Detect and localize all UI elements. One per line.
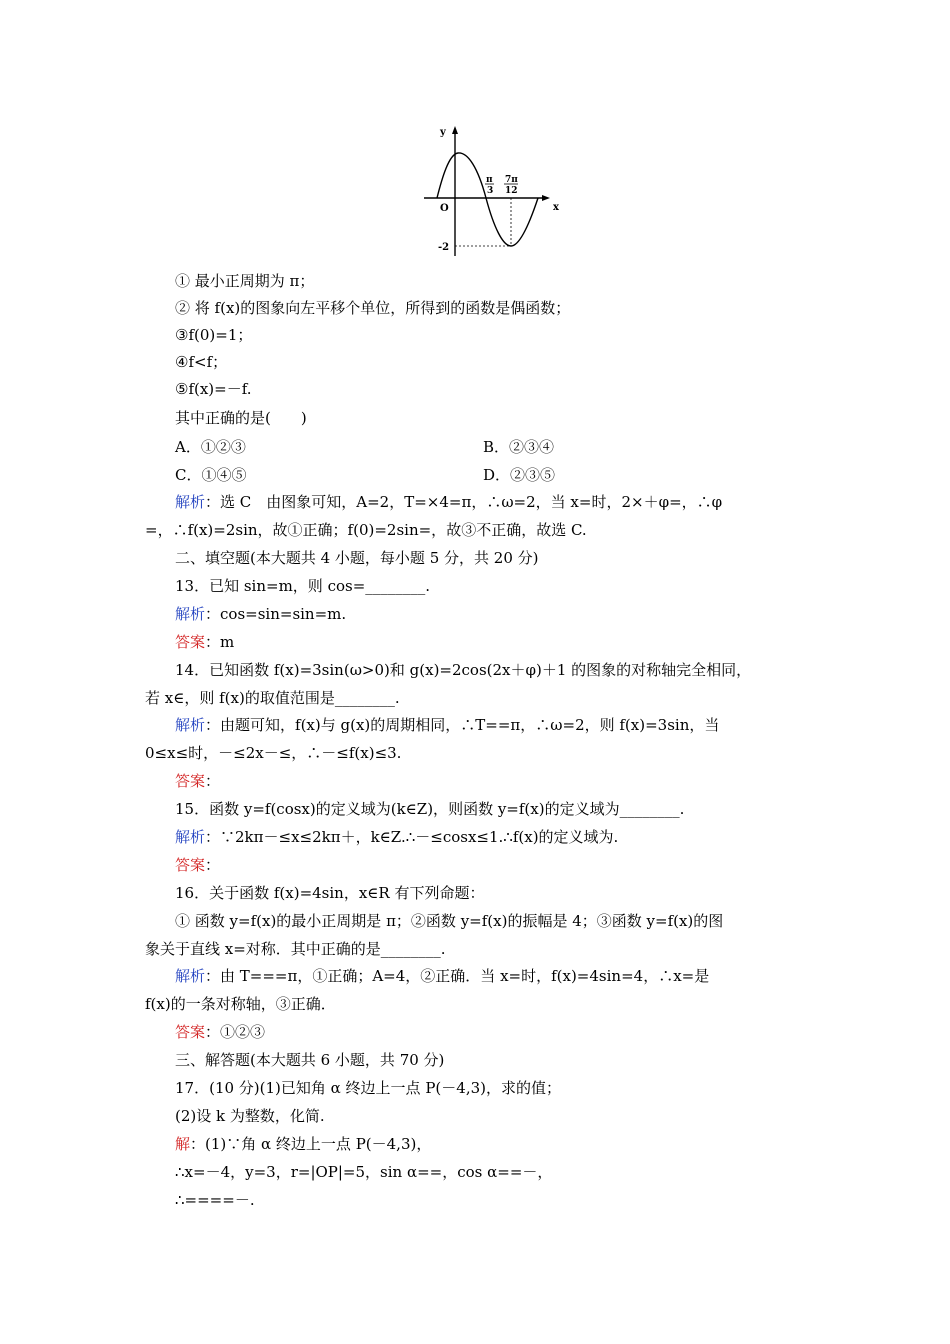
origin-label: O — [440, 203, 449, 214]
answer-label: 答案 — [175, 772, 206, 790]
text-run: ：①②③ — [205, 1023, 266, 1041]
text-line — [175, 379, 252, 399]
text-run: ① 最小正周期为 π； — [175, 272, 315, 290]
text-line — [175, 1134, 431, 1154]
text-run: 16．关于函数 f(x)=4sin，x∈R 有下列命题： — [175, 884, 485, 902]
text-line — [145, 688, 400, 708]
text-line — [175, 1050, 444, 1070]
text-line — [175, 408, 307, 428]
text-line — [175, 1162, 552, 1182]
text-line — [175, 1022, 265, 1042]
text-line — [175, 715, 719, 735]
choice-option: C．①④⑤ — [175, 466, 247, 484]
text-run: (2)设 k 为整数，化简. — [175, 1107, 325, 1125]
y-axis-label: y — [440, 127, 446, 138]
text-line — [175, 298, 570, 318]
sine-graph — [0, 0, 950, 270]
text-line — [145, 994, 336, 1014]
text-line — [175, 1078, 561, 1098]
text-line — [145, 939, 446, 959]
text-line — [175, 492, 722, 512]
tick-7pi-over-12-num: 7π — [505, 175, 518, 185]
analysis-label: 解析 — [175, 967, 206, 985]
text-line — [175, 548, 539, 568]
x-axis-arrow-icon — [542, 195, 550, 201]
text-line — [175, 855, 220, 875]
sine-curve — [437, 153, 538, 246]
text-run: ：选 C 由图象可知，A=2，T=×4=π，∴ω=2，当 x=时，2×＋φ=，∴φ — [205, 493, 723, 511]
tick-pi-over-3-den: 3 — [487, 186, 494, 196]
text-run: ∴x=－4，y=3，r=|OP|=5，sin α==，cos α==－， — [175, 1163, 553, 1181]
text-run: 14．已知函数 f(x)=3sin(ω>0)和 g(x)=2cos(2x＋φ)＋1 的图象的对称轴完全相同， — [175, 661, 752, 679]
text-run: 象关于直线 x=对称．其中正确的是________. — [145, 940, 446, 958]
text-run: ：cos=sin=sin=m. — [205, 605, 347, 623]
choice-option: A．①②③ — [175, 438, 246, 456]
text-line — [175, 271, 314, 291]
analysis-label: 解析 — [175, 716, 206, 734]
text-run: ：由 T===π，①正确；A=4，②正确．当 x=时，f(x)=4sin=4，∴x=是 — [205, 967, 710, 985]
text-run: 13．已知 sin=m，则 cos=________. — [175, 577, 431, 595]
x-axis-label: x — [553, 202, 559, 213]
answer-label: 解 — [175, 1135, 191, 1153]
choice-option: D．②③⑤ — [483, 466, 556, 484]
text-line — [145, 520, 587, 540]
text-run: ：∵2kπ－≤x≤2kπ＋，k∈Z.∴－≤cosx≤1.∴f(x)的定义域为. — [205, 828, 619, 846]
text-run: ⑤f(x)=－f. — [175, 380, 252, 398]
text-run: ∴====－. — [175, 1191, 255, 1209]
text-line — [175, 883, 484, 903]
y-axis-arrow-icon — [452, 126, 458, 134]
text-run: ：由题可知，f(x)与 g(x)的周期相同，∴T==π，∴ω=2，则 f(x)=3sin，当 — [205, 716, 720, 734]
text-run: 二、填空题(本大题共 4 小题，每小题 5 分，共 20 分) — [175, 549, 539, 567]
text-line — [175, 325, 252, 345]
text-line — [175, 1190, 255, 1210]
choice-option: B．②③④ — [483, 438, 555, 456]
text-run: 其中正确的是( ) — [175, 409, 307, 427]
text-line — [175, 911, 723, 931]
text-run: 若 x∈，则 f(x)的取值范围是________. — [145, 689, 400, 707]
text-run: =，∴f(x)=2sin，故①正确；f(0)=2sin=，故③不正确，故选 C. — [145, 521, 587, 539]
tick-pi-over-3-num: π — [486, 175, 493, 185]
text-line — [145, 743, 401, 763]
text-line — [175, 799, 684, 819]
text-run: ① 函数 y=f(x)的最小正周期是 π；②函数 y=f(x)的振幅是 4；③函数 y=f(x)的图 — [175, 912, 724, 930]
answer-label: 答案 — [175, 856, 206, 874]
text-run: ：(1)∵角 α 终边上一点 P(－4,3)， — [190, 1135, 432, 1153]
text-line — [175, 352, 227, 372]
analysis-label: 解析 — [175, 828, 206, 846]
text-line — [175, 660, 751, 680]
text-line — [175, 966, 709, 986]
text-run: f(x)的一条对称轴，③正确． — [145, 995, 336, 1013]
text-line — [175, 1106, 325, 1126]
y-tick-minus-2: -2 — [438, 242, 450, 253]
text-run: ④f<f； — [175, 353, 228, 371]
text-line — [175, 576, 430, 596]
analysis-label: 解析 — [175, 493, 206, 511]
text-run: 三、解答题(本大题共 6 小题，共 70 分) — [175, 1051, 445, 1069]
text-run: 0≤x≤时，－≤2x－≤，∴－≤f(x)≤3. — [145, 744, 402, 762]
text-run: ：m — [205, 633, 235, 651]
text-run: ： — [205, 856, 221, 874]
text-run: ： — [205, 772, 221, 790]
text-run: 15．函数 y=f(cosx)的定义域为(k∈Z)，则函数 y=f(x)的定义域为________. — [175, 800, 685, 818]
text-line — [175, 604, 346, 624]
text-run: 17．(10 分)(1)已知角 α 终边上一点 P(－4,3)，求的值； — [175, 1079, 561, 1097]
tick-7pi-over-12-den: 12 — [505, 186, 518, 196]
answer-label: 答案 — [175, 633, 206, 651]
text-run: ② 将 f(x)的图象向左平移个单位，所得到的函数是偶函数； — [175, 299, 571, 317]
answer-label: 答案 — [175, 1023, 206, 1041]
text-run: ③f(0)=1； — [175, 326, 253, 344]
text-line — [175, 771, 220, 791]
text-line — [175, 632, 234, 652]
text-line — [175, 827, 618, 847]
analysis-label: 解析 — [175, 605, 206, 623]
